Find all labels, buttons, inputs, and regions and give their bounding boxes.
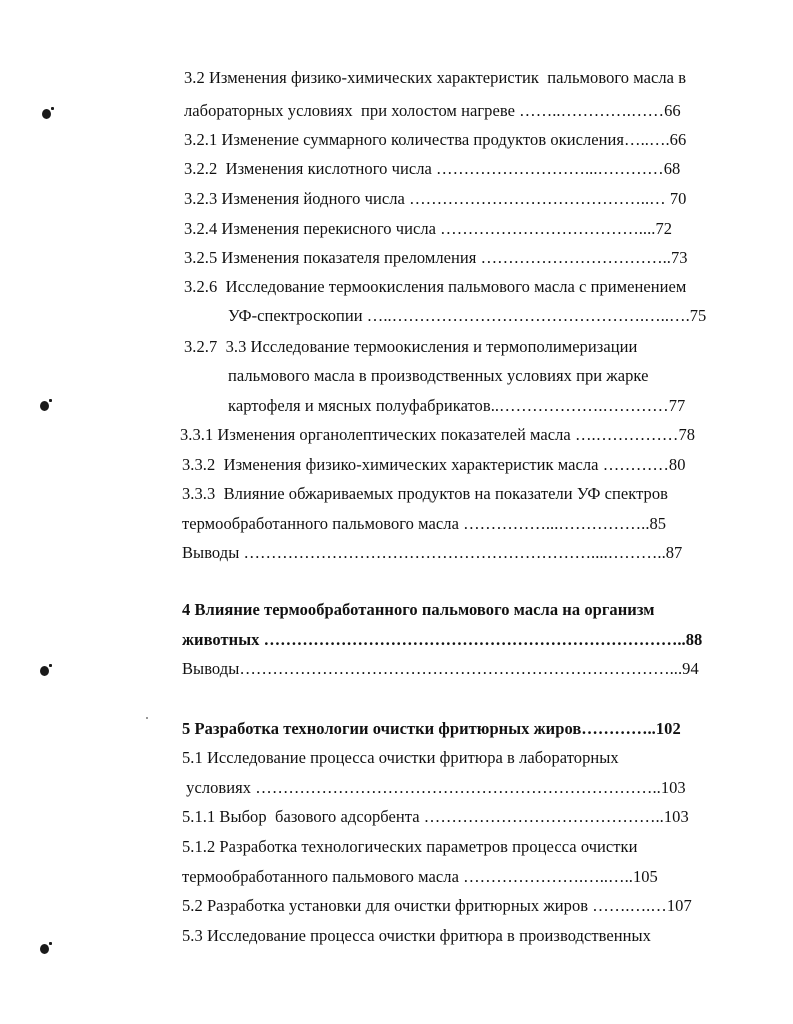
toc-line: Выводы ………………………………………………………....………..87 <box>182 543 683 562</box>
toc-chapter-heading: животных …………………………………………………………………..88 <box>182 630 703 649</box>
toc-line: термообработанного пальмового масла ………………….…..…..105 <box>182 867 658 886</box>
punch-hole-mark <box>40 401 49 411</box>
toc-line: УФ-спектроскопии …..……………………………………….…..….75 <box>228 306 707 325</box>
toc-line: лабораторных условиях при холостом нагреве ……..………….……66 <box>184 101 681 120</box>
toc-line: пальмового масла в производственных условиях при жарке <box>228 366 649 385</box>
toc-line: 5.1 Исследование процесса очистки фритюра в лабораторных <box>182 748 619 767</box>
toc-line: 3.2.2 Изменения кислотного числа ………………………...…………68 <box>184 159 681 178</box>
toc-line: 5.1.2 Разработка технологических параметров процесса очистки <box>182 837 638 856</box>
punch-hole-mark <box>40 944 49 954</box>
toc-line: 3.2.1 Изменение суммарного количества продуктов окисления…..….66 <box>184 130 687 149</box>
toc-line: 3.2.6 Исследование термоокисления пальмового масла с применением <box>184 277 687 296</box>
toc-line: 3.2 Изменения физико-химических характеристик пальмового масла в <box>184 68 687 87</box>
toc-line: условиях ………………………………………………………………..103 <box>182 778 686 797</box>
toc-line: Выводы……………………………………………………………………...94 <box>182 659 699 678</box>
toc-line: 3.3.2 Изменения физико-химических характеристик масла …………80 <box>182 455 686 474</box>
toc-line: 5.3 Исследование процесса очистки фритюра в производственных <box>182 926 651 945</box>
punch-hole-mark <box>40 666 49 676</box>
toc-line: термообработанного пальмового масла ……………...……………..85 <box>182 514 667 533</box>
toc-line: 3.2.3 Изменения йодного числа ……………………………………..… 70 <box>184 189 687 208</box>
toc-line: 5.2 Разработка установки для очистки фритюрных жиров …….….…107 <box>182 896 692 915</box>
punch-hole-mark <box>42 109 51 119</box>
toc-line: картофеля и мясных полуфабрикатов..……………….…………77 <box>228 396 686 415</box>
toc-line: 5.1.1 Выбор базового адсорбента ……………………………………..103 <box>182 807 689 826</box>
toc-chapter-heading: 5 Разработка технологии очистки фритюрных жиров…………..102 <box>182 719 681 738</box>
toc-line: 3.2.5 Изменения показателя преломления ……………………………..73 <box>184 248 688 267</box>
toc-line: 3.3.1 Изменения органолептических показателей масла ….……………78 <box>180 425 696 444</box>
toc-chapter-heading: 4 Влияние термообработанного пальмового масла на организм <box>182 600 655 619</box>
toc-line: 3.2.4 Изменения перекисного числа ………………………………....72 <box>184 219 673 238</box>
toc-line: 3.3.3 Влияние обжариваемых продуктов на показатели УФ спектров <box>182 484 668 503</box>
scan-speck <box>146 717 148 719</box>
toc-line: 3.2.7 3.3 Исследование термоокисления и термополимеризации <box>184 337 638 356</box>
